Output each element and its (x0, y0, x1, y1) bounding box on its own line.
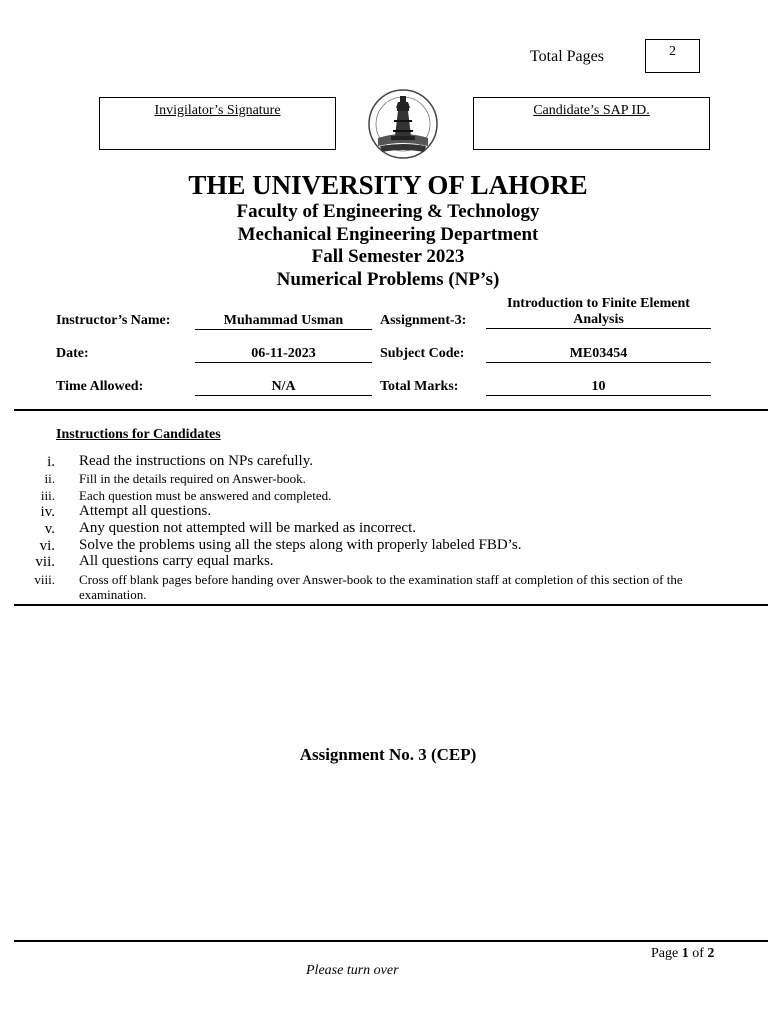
university-logo (358, 86, 448, 160)
assignment-value-line2: Analysis (573, 312, 624, 327)
instruction-number: vii. (35, 554, 55, 570)
divider-top (14, 409, 768, 411)
instruction-item (0, 471, 768, 487)
sap-id-label: Candidate’s SAP ID. (533, 103, 650, 118)
subject-code-label: Subject Code: (380, 346, 465, 361)
page-word: Page (651, 946, 682, 961)
divider-instructions (14, 604, 768, 606)
divider-footer (14, 940, 768, 942)
instruction-item (0, 488, 768, 504)
assignment-value (486, 296, 711, 329)
university-title: THE UNIVERSITY OF LAHORE (188, 170, 588, 200)
subject-code-value: ME03454 (486, 346, 711, 363)
total-pages-label: Total Pages (530, 48, 604, 65)
minaret-logo-icon (358, 86, 448, 160)
instruction-text: Cross off blank pages before handing over Answer-book to the examination staff at completion of this section of the examination. (79, 572, 683, 602)
instruction-item (0, 538, 768, 554)
instruction-text: Read the instructions on NPs carefully. (79, 453, 313, 469)
time-allowed-value: N/A (195, 379, 372, 396)
instruction-text: Fill in the details required on Answer-book. (79, 471, 306, 486)
page-number (651, 946, 714, 962)
instruction-number: vi. (39, 538, 55, 554)
turn-over-note: Please turn over (306, 963, 399, 978)
department-title: Mechanical Engineering Department (237, 224, 539, 245)
instruction-text: Solve the problems using all the steps along with properly labeled FBD’s. (79, 537, 522, 553)
invigilator-signature-label: Invigilator’s Signature (154, 103, 281, 118)
instruction-text: Attempt all questions. (79, 503, 212, 519)
assignment-label: Assignment-3: (380, 313, 467, 328)
time-allowed-label: Time Allowed: (56, 379, 144, 394)
instruction-number: viii. (34, 572, 55, 587)
instructions-heading: Instructions for Candidates (56, 427, 221, 442)
page-of: of (688, 946, 708, 961)
instruction-number: iii. (40, 488, 55, 503)
instruction-item (0, 454, 768, 470)
date-value: 06-11-2023 (195, 346, 372, 363)
sap-id-box (473, 97, 710, 150)
instruction-item (0, 504, 768, 520)
total-pages-box (645, 39, 700, 73)
total-pages-value: 2 (669, 44, 676, 59)
instructor-label: Instructor’s Name: (56, 313, 171, 328)
total-marks-label: Total Marks: (380, 379, 459, 394)
instruction-number: i. (47, 454, 55, 470)
instruction-text: All questions carry equal marks. (79, 553, 274, 569)
instruction-number: ii. (44, 471, 55, 486)
instruction-text: Any question not attempted will be marked as incorrect. (79, 520, 416, 536)
instruction-item (0, 572, 768, 604)
faculty-title: Faculty of Engineering & Technology (236, 201, 540, 222)
instruction-text: Each question must be answered and completed. (79, 488, 332, 503)
instruction-item (0, 554, 768, 570)
semester-title: Fall Semester 2023 (311, 246, 465, 267)
instruction-number: v. (44, 521, 55, 537)
page-current: 1 (681, 946, 689, 961)
document-type-title: Numerical Problems (NP’s) (276, 269, 500, 290)
instructor-value: Muhammad Usman (195, 313, 372, 330)
instruction-number: iv. (40, 504, 55, 520)
invigilator-signature-box (99, 97, 336, 150)
date-label: Date: (56, 346, 89, 361)
page-total: 2 (707, 946, 715, 961)
total-marks-value: 10 (486, 379, 711, 396)
instruction-item (0, 521, 768, 537)
assignment-title: Assignment No. 3 (CEP) (299, 745, 477, 764)
assignment-value-line1: Introduction to Finite Element (507, 296, 690, 311)
